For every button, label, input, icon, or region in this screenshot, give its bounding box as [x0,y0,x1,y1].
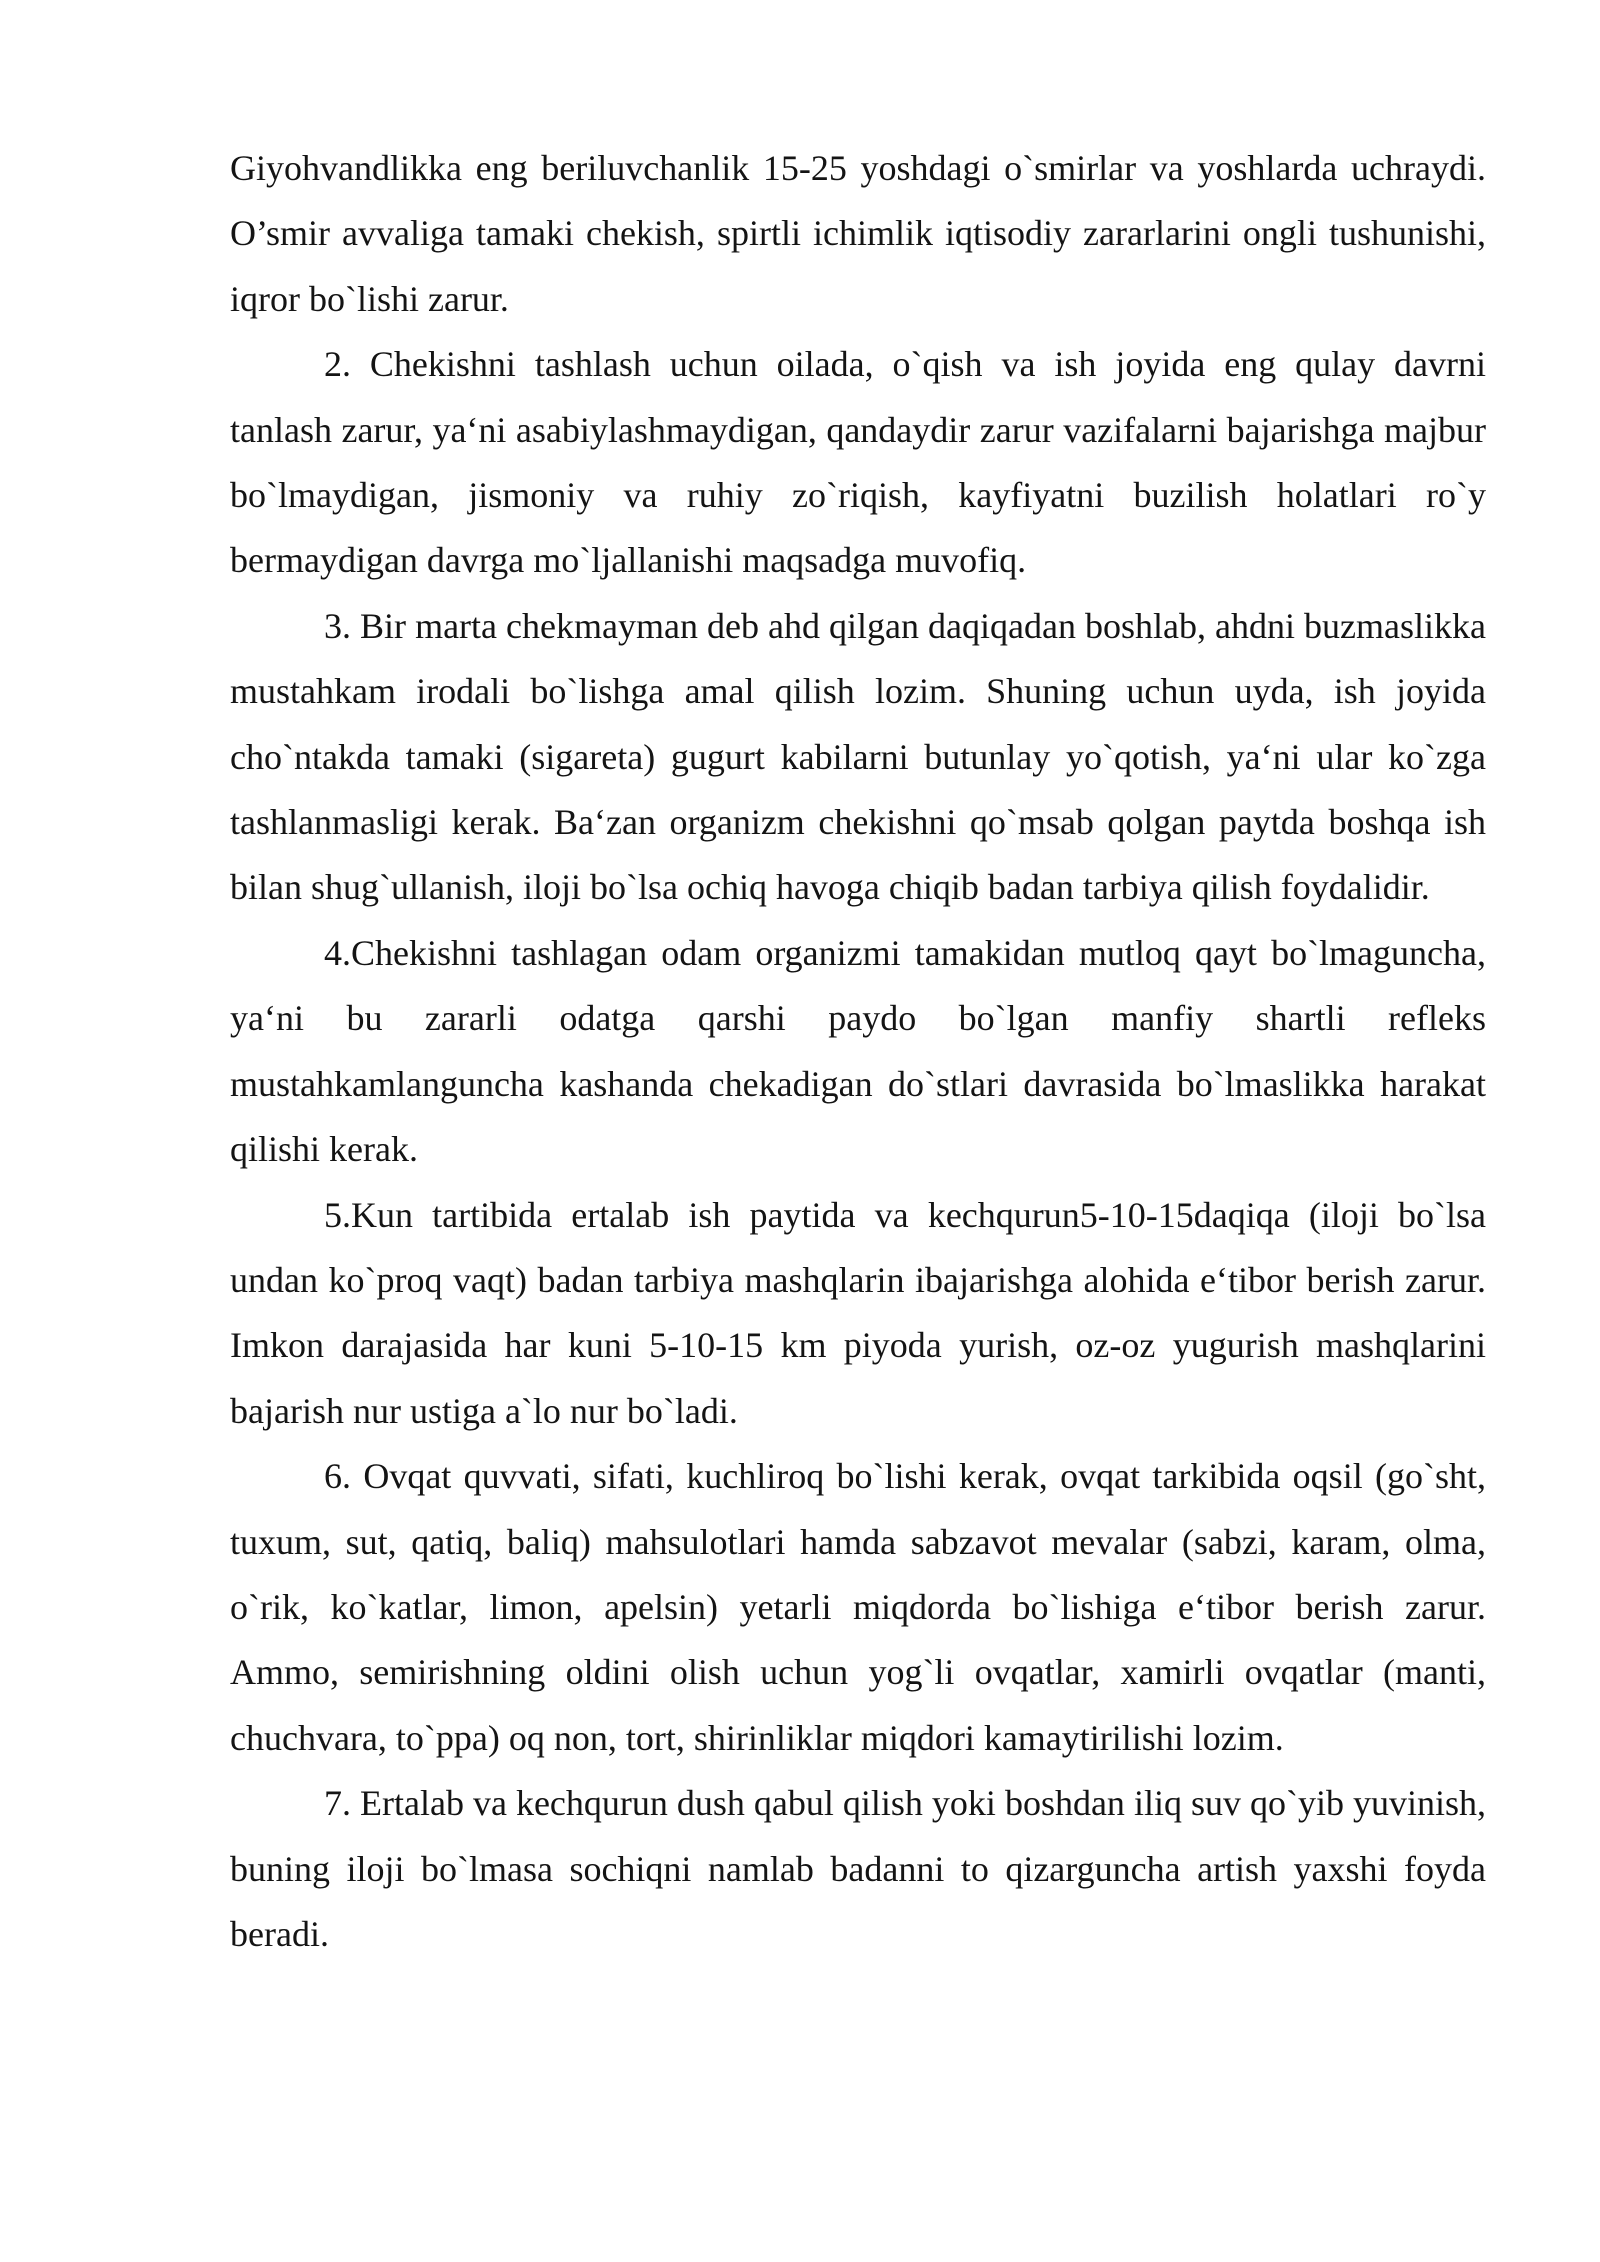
document-page [230,136,1486,1967]
paragraph-item-2: 2. Chekishni tashlash uchun oilada, o`qish va ish joyida eng qulay davrni tanlash zarur, ya‘ni asabiylashmaydigan, qandaydir zarur vazifalarni bajarishga majbur bo`lmaydigan, jismoniy va ruhiy zo`riqish, kayfiyatni buzilish holatlari ro`y bermaydigan davrga mo`ljallanishi maqsadga muvofiq. [230,344,1486,581]
paragraph-item-4: 4.Chekishni tashlagan odam organizmi tamakidan mutloq qayt bo`lmaguncha, ya‘ni bu zararli odatga qarshi paydo bo`lgan manfiy shartli refleks mustahkamlanguncha kashanda chekadigan do`stlari davrasida bo`lmaslikka harakat qilishi kerak. [230,932,1486,1170]
paragraph-item-6: 6. Ovqat quvvati, sifati, kuchliroq bo`lishi kerak, ovqat tarkibida oqsil (go`sht, tuxum, sut, qatiq, baliq) mahsulotlari hamda sabzavot mevalar (sabzi, karam, olma, o`rik, ko`katlar, limon, apelsin) yetarli miqdorda bo`lishiga e‘tibor berish zarur. Ammo, semirishning oldini olish uchun yog`li ovqatlar, xamirli ovqatlar (manti, chuchvara, to`ppa) oq non, tort, shirinliklar miqdori kamaytirilishi lozim. [230,1456,1486,1758]
paragraph-item-5: 5.Kun tartibida ertalab ish paytida va kechqurun5-10-15daqiqa (iloji bo`lsa undan ko`proq vaqt) badan tarbiya mashqlarin ibajarishga alohida e‘tibor berish zarur. Imkon darajasida har kuni 5-10-15 km piyoda yurish, oz-oz yugurish mashqlarini bajarish nur ustiga a`lo nur bo`ladi. [230,1194,1486,1431]
paragraph-item-7: 7. Ertalab va kechqurun dush qabul qilish yoki boshdan iliq suv qo`yib yuvinish, buning iloji bo`lmasa sochiqni namlab badanni to qizarguncha artish yaxshi foyda beradi. [230,1783,1486,1954]
paragraph-intro: Giyohvandlikka eng beriluvchanlik 15-25 yoshdagi o`smirlar va yoshlarda uchraydi. O’smir avvaliga tamaki chekish, spirtli ichimlik iqtisodiy zararlarini ongli tushunishi, iqror bo`lishi zarur. [230,148,1486,319]
paragraph-item-3: 3. Bir marta chekmayman deb ahd qilgan daqiqadan boshlab, ahdni buzmaslikka mustahkam irodali bo`lishga amal qilish lozim. Shuning uchun uyda, ish joyida cho`ntakda tamaki (sigareta) gugurt kabilarni butunlay yo`qotish, ya‘ni ular ko`zga tashlanmasligi kerak. Ba‘zan organizm chekishni qo`msab qolgan paytda boshqa ish bilan shug`ullanish, iloji bo`lsa ochiq havoga chiqib badan tarbiya qilish foydalidir. [230,605,1486,908]
